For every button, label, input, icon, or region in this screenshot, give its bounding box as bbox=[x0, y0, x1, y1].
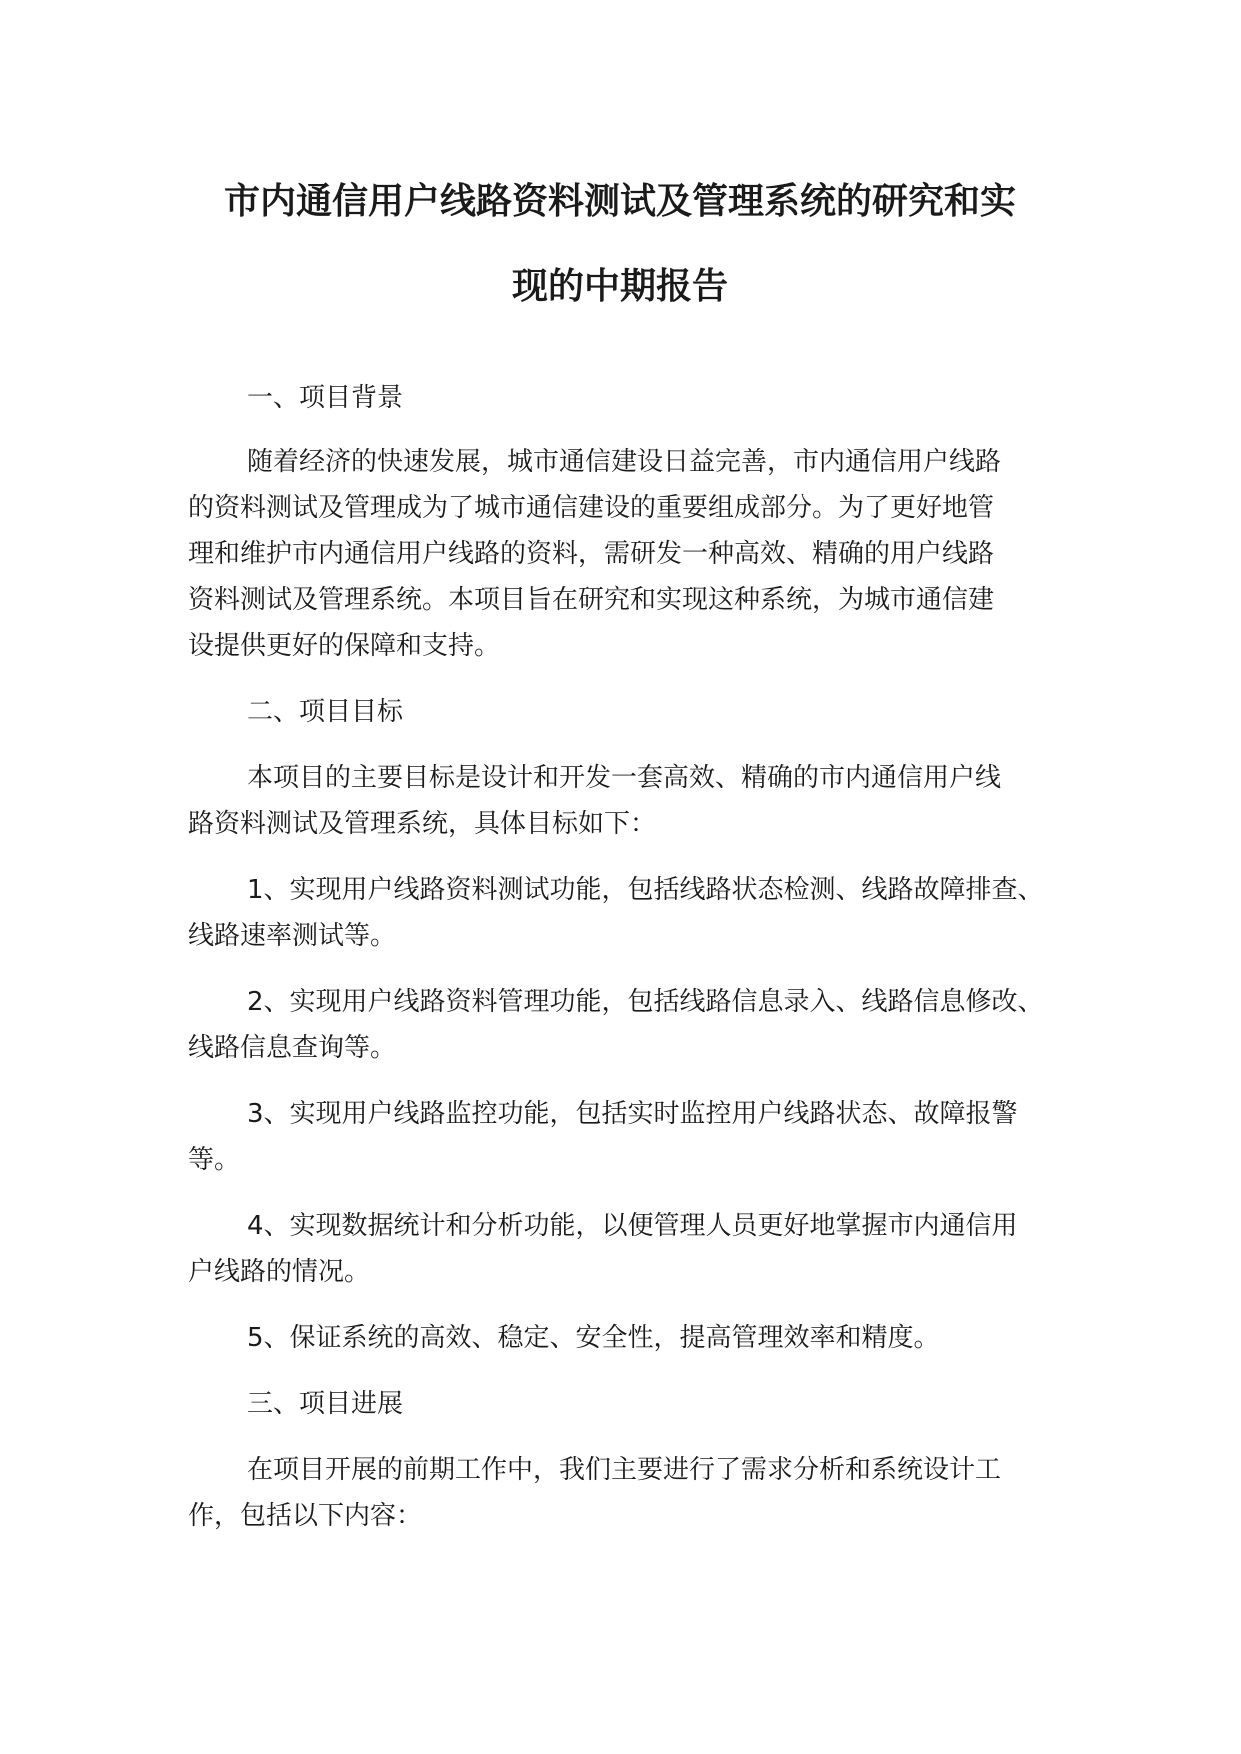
paragraph-line: 理和维护市内通信用户线路的资料，需研发一种高效、精确的用户线路 bbox=[188, 539, 995, 569]
document-title-line-2: 现的中期报告 bbox=[511, 266, 728, 307]
goal-item-line: 户线路的情况。 bbox=[188, 1257, 371, 1287]
paragraph-line: 本项目的主要目标是设计和开发一套高效、精确的市内通信用户线 bbox=[247, 763, 1002, 793]
goal-item-line: 2、实现用户线路资料管理功能，包括线路信息录入、线路信息修改、 bbox=[247, 987, 1044, 1017]
paragraph-line: 的资料测试及管理成为了城市通信建设的重要组成部分。为了更好地管 bbox=[188, 493, 995, 523]
goal-item-line: 等。 bbox=[188, 1145, 241, 1175]
goal-item-line: 4、实现数据统计和分析功能，以便管理人员更好地掌握市内通信用 bbox=[247, 1211, 1018, 1241]
goal-item-line: 3、实现用户线路监控功能，包括实时监控用户线路状态、故障报警 bbox=[247, 1099, 1018, 1129]
document-title-line-1: 市内通信用户线路资料测试及管理系统的研究和实 bbox=[223, 181, 1016, 222]
section-heading-goals: 二、项目目标 bbox=[247, 697, 404, 727]
paragraph-line: 在项目开展的前期工作中，我们主要进行了需求分析和系统设计工 bbox=[247, 1455, 1002, 1485]
section-heading-progress: 三、项目进展 bbox=[247, 1389, 404, 1419]
goal-item-line: 线路速率测试等。 bbox=[188, 921, 397, 951]
paragraph-line: 作，包括以下内容： bbox=[188, 1501, 423, 1531]
section-heading-background: 一、项目背景 bbox=[247, 383, 404, 413]
goal-item-line: 线路信息查询等。 bbox=[188, 1033, 397, 1063]
paragraph-line: 设提供更好的保障和支持。 bbox=[188, 631, 501, 661]
goal-item-line: 1、实现用户线路资料测试功能，包括线路状态检测、线路故障排查、 bbox=[247, 875, 1044, 905]
paragraph-line: 资料测试及管理系统。本项目旨在研究和实现这种系统，为城市通信建 bbox=[188, 585, 995, 615]
goal-item-line: 5、保证系统的高效、稳定、安全性，提高管理效率和精度。 bbox=[247, 1323, 940, 1353]
paragraph-line: 随着经济的快速发展，城市通信建设日益完善，市内通信用户线路 bbox=[247, 447, 1002, 477]
paragraph-line: 路资料测试及管理系统，具体目标如下： bbox=[188, 809, 657, 839]
